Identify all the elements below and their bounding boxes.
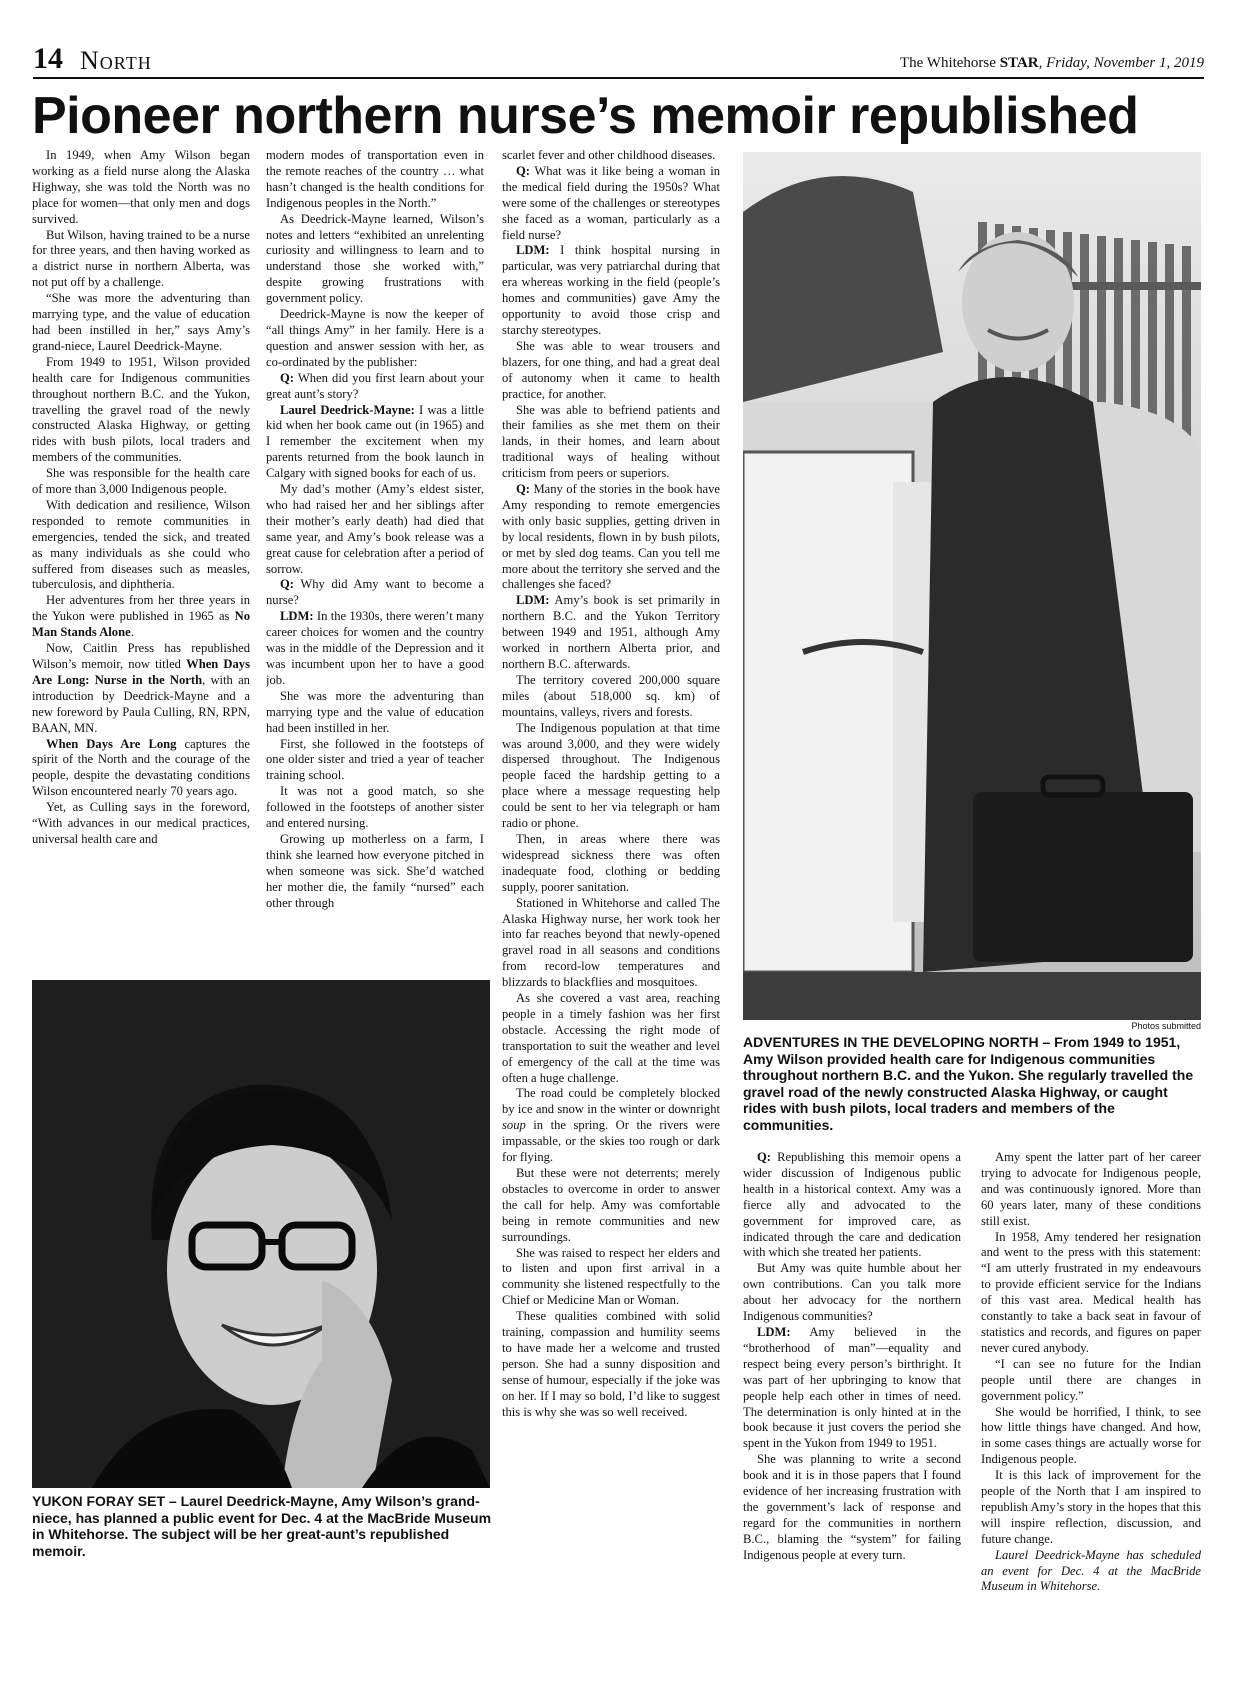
q-label: Q: [516, 482, 530, 497]
portrait-photo-caption: YUKON FORAY SET – Laurel Deedrick-Mayne, Amy Wilson’s grand-niece, has planned a public event for Dec. 4 at the MacBride Museum in Whitehorse. The subject will be her great-aunt’s republished memoir. [32, 1493, 492, 1559]
paragraph: Yet, as Culling says in the foreword, “With advances in our medical practices, universal health care and [32, 800, 250, 846]
text: I think hospital nursing in particular, was very patriarchal during that era whereas working in the field (people’s homes and communities) gave Amy the opportunity to avoid those crisp and starchy stereotypes. [502, 243, 720, 337]
paragraph: It was not a good match, so she followed in the footsteps of another sister and entered nursing. [266, 784, 484, 831]
article-column-2 [266, 148, 484, 976]
article-column-5 [981, 1150, 1201, 1660]
text: Now, Caitlin Press has republished Wilson’s memoir, now titled [32, 641, 250, 671]
article-column-1 [32, 148, 250, 976]
question [743, 1150, 961, 1261]
paragraph: But Amy was quite humble about her own contributions. Can you talk more about her advocacy for the northern Indigenous communities? [743, 1261, 961, 1324]
text: Amy’s book is set primarily in northern B.C. and the Yukon Territory between 1949 and 1951, although Amy worked in northern Alberta prior, and northern B.C. afterwards. [502, 593, 720, 671]
portrait-photo [32, 980, 490, 1488]
main-photo-caption: ADVENTURES IN THE DEVELOPING NORTH – From 1949 to 1951, Amy Wilson provided health care for Indigenous communities throughout northern B.C. and the Yukon. She regularly travelled the gravel road of the newly constructed Alaska Highway, or caught rides with bush pilots, local traders and members of the communities. [743, 1034, 1194, 1133]
article-column-4 [743, 1150, 961, 1660]
paragraph: She would be horrified, I think, to see how little things have changed. And how, in some cases things are actually worse for Indigenous people. [981, 1404, 1201, 1467]
q-label: Q: [280, 370, 294, 385]
nurse-at-car-image [743, 152, 1201, 1020]
paragraph: She was able to befriend patients and their families as she met them on their lands, in their homes, and learn about traditional ways of healing without criticism from peers or superiors. [502, 402, 720, 481]
answer [266, 403, 484, 483]
text: , with an introduction by Deedrick-Mayne and a new foreword by Paula Culling, RN, RPN, BAAN, MN. [32, 672, 250, 735]
author-note: Laurel Deedrick-Mayne has scheduled an event for Dec. 4 at the MacBride Museum in Whitehorse. [981, 1547, 1201, 1594]
paragraph: These qualities combined with solid training, compassion and humility seems to have made her a welcome and trusted person. She had a sunny disposition and sense of humour, especially if the joke was on her. If I may so bold, I’d like to suggest this is why she was so well received. [502, 1309, 720, 1419]
photo-credit: Photos submitted [1131, 1021, 1201, 1031]
paragraph: First, she followed in the footsteps of one older sister and tried a year of teacher training school. [266, 736, 484, 783]
text: Amy believed in the “brotherhood of man”—equality and respect being every person’s birthright. It was part of her upbringing to know that people help each other in times of need. The determination is only hinted at in the book because it just covers the period she spent in the Yukon from 1949 to 1951. [743, 1324, 961, 1451]
paper-name-prefix: The Whitehorse [899, 55, 1000, 71]
paragraph: As she covered a vast area, reaching people in a timely fashion was her first obstacle. Accessing the right mode of transportation to suit the weather and level of emergency of the call at the time was often a huge challenge. [502, 991, 720, 1085]
masthead-dateline [900, 55, 1204, 71]
q-label: Q: [757, 1150, 771, 1164]
headline: Pioneer northern nurse’s memoir republished [32, 87, 1139, 145]
book-title: No Man Stands Alone [32, 609, 250, 640]
paragraph: She was responsible for the health care of more than 3,000 Indigenous people. [32, 466, 250, 497]
paragraph: But Wilson, having trained to be a nurse for three years, and then having worked as a district nurse in northern Alberta, was not put off by a challenge. [32, 227, 250, 290]
paper-name-brand: STAR [999, 55, 1039, 71]
a-label: Laurel Deedrick-Mayne: [280, 402, 415, 417]
paragraph: Then, in areas where there was widespread sickness there was often inadequate food, clothing or bedding supply, poorer sanitation. [502, 831, 720, 894]
paragraph: Growing up motherless on a farm, I think she learned how everyone pitched in when someone was sick. She’d watched her mother die, the family “nursed” each other through [266, 831, 484, 910]
question [502, 164, 720, 244]
page-number: 14 [33, 42, 63, 75]
paragraph [32, 641, 250, 736]
paragraph: It is this lack of improvement for the people of the North that I am inspired to republish Amy’s story in the hopes that this will inspire reflection, discussion, and future change. [981, 1468, 1201, 1546]
text: in the spring. Or the rivers were impassable, or the skies too rough or dark for flying. [502, 1118, 720, 1165]
paragraph: As Deedrick-Mayne learned, Wilson’s notes and letters “exhibited an unrelenting curiosity and willingness to learn and to understand those she worked with,” despite growing frustrations with government policy. [266, 211, 484, 306]
paragraph [32, 593, 250, 641]
text: The road could be completely blocked by ice and snow in the winter or downright [502, 1086, 720, 1117]
text: Why did Amy want to become a nurse? [266, 577, 484, 608]
text: Many of the stories in the book have Amy responding to remote emergencies with only basic supplies, getting driven in by local residents, flown in by bush pilots, or met by sled dog teams. Can you tell me more about the territory she served and the challenges she faced? [502, 482, 720, 592]
text: captures the spirit of the North and the courage of the people, despite the devastating conditions Wilson encountered nearly 70 years ago. [32, 736, 250, 799]
laurel-portrait-image [32, 980, 490, 1488]
paragraph [502, 1086, 720, 1166]
paragraph: modern modes of transportation even in the remote reaches of the country … what hasn’t changed is the health conditions for Indigenous peoples in the North.” [266, 148, 484, 210]
paragraph: She was raised to respect her elders and to listen and upon first arrival in a community she listened respectfully to the Chief or Medicine Man or Woman. [502, 1245, 720, 1308]
paragraph: Stationed in Whitehorse and called The Alaska Highway nurse, her work took her into far reaches beyond that newly-opened gravel road in all seasons and conditions from record-low temperatures and blizzards to blackflies and mosquitoes. [502, 895, 720, 990]
paragraph: The territory covered 200,000 square miles (about 518,000 sq. km) of mountains, valleys, rivers and forests. [502, 672, 720, 719]
answer [266, 609, 484, 689]
answer [502, 243, 720, 338]
book-title: When Days Are Long [46, 736, 177, 751]
paragraph: scarlet fever and other childhood diseases. [502, 148, 716, 162]
paragraph: She was more the adventuring than marrying type and the value of education had been instilled in her. [266, 688, 484, 735]
paragraph: From 1949 to 1951, Wilson provided health care for Indigenous communities throughout northern B.C. and the Yukon, travelling the gravel road of the newly constructed Alaska Highway, or getting rides with bush pilots, local traders and members of the communities. [32, 354, 250, 465]
italic-text: soup [502, 1118, 526, 1133]
text: In the 1930s, there weren’t many career choices for women and the country was in the middle of the Depression and it was incumbent upon her to have a good job. [266, 609, 484, 687]
text: Her adventures from her three years in the Yukon were published in 1965 as [32, 593, 250, 624]
paragraph: In 1949, when Amy Wilson began working as a field nurse along the Alaska Highway, she was told the North was no place for women—that only men and dogs survived. [32, 148, 250, 226]
question [266, 371, 484, 403]
q-label: Q: [516, 163, 530, 178]
a-label: LDM: [757, 1324, 791, 1339]
paragraph: She was planning to write a second book and it is in those papers that I found evidence of her increasing frustration with the government’s lack of response and regard for the communities in northern B.C., blaming the “system” for failing Indigenous people at every turn. [743, 1452, 961, 1562]
paragraph: Amy spent the latter part of her career trying to advocate for Indigenous people, and was continuously ignored. More than 60 years later, many of these conditions still exist. [981, 1150, 1201, 1228]
book-title: When Days Are Long: Nurse in the North [32, 657, 250, 687]
answer [502, 593, 720, 673]
text: I was a little kid when her book came out (in 1965) and I remember the excitement when my parents returned from the book launch in Calgary with signed books for each of us. [266, 402, 484, 481]
header-rule [33, 77, 1204, 79]
question [502, 482, 720, 593]
section-name: North [80, 46, 152, 75]
q-label: Q: [280, 577, 294, 592]
paragraph: She was able to wear trousers and blazers, for one thing, and had a great deal of autonomy when it came to health practice, for another. [502, 338, 720, 401]
article-column-3 [502, 148, 720, 1660]
paragraph [32, 737, 250, 801]
paragraph: In 1958, Amy tendered her resignation and went to the press with this statement: “I am utterly frustrated in my endeavours to provide efficient service for the Indians of this vast area. Medical health has constantly to take a back seat in favour of statistics and records, and figures on paper never cured anybody. [981, 1229, 1201, 1355]
paragraph: “I can see no future for the Indian people until there are changes in government policy.” [981, 1356, 1201, 1403]
a-label: LDM: [516, 243, 550, 258]
a-label: LDM: [516, 593, 550, 608]
issue-date: , Friday, November 1, 2019 [1038, 55, 1204, 71]
paragraph: Deedrick-Mayne is now the keeper of “all things Amy” in her family. Here is a question and answer session with her, as co-ordinated by the publisher: [266, 307, 484, 369]
paragraph: The Indigenous population at that time was around 3,000, and they were widely dispersed throughout. The Indigenous people faced the hardship getting to a place where a message requesting help could be sent to her via telegraph or ham radio or phone. [502, 720, 720, 831]
text: What was it like being a woman in the medical field during the 1950s? What were some of the challenges or stereotypes she faced as a woman, particularly as a field nurse? [502, 163, 720, 242]
paragraph: With dedication and resilience, Wilson responded to remote communities in emergencies, tended the sick, and treated as many individuals as she could who suffered from diseases such as measles, tuberculosis, and diphtheria. [32, 497, 250, 592]
question [266, 577, 484, 609]
answer [743, 1325, 961, 1452]
text: Republishing this memoir opens a wider discussion of Indigenous public health in a historical context. Amy was a fierce ally and advocated to the government for improved care, as indicated through the care and dedication with which she treated her patients. [743, 1150, 961, 1260]
paragraph: “She was more the adventuring than marrying type, and the value of education had been instilled in her,” says Amy’s grand-niece, Laurel Deedrick-Mayne. [32, 291, 250, 353]
paragraph: My dad’s mother (Amy’s eldest sister, who had raised her and her siblings after their mother’s early death) had died that same year, and Amy’s book release was a great cause for celebration after a period of sorrow. [266, 482, 484, 576]
text: When did you first learn about your great aunt’s story? [266, 370, 484, 401]
main-photo [743, 152, 1201, 1020]
paragraph: But these were not deterrents; merely obstacles to overcome in order to answer the call for help. Amy was comfortable being in remote communities and new surroundings. [502, 1166, 720, 1244]
a-label: LDM: [280, 609, 314, 624]
text: . [130, 625, 134, 640]
